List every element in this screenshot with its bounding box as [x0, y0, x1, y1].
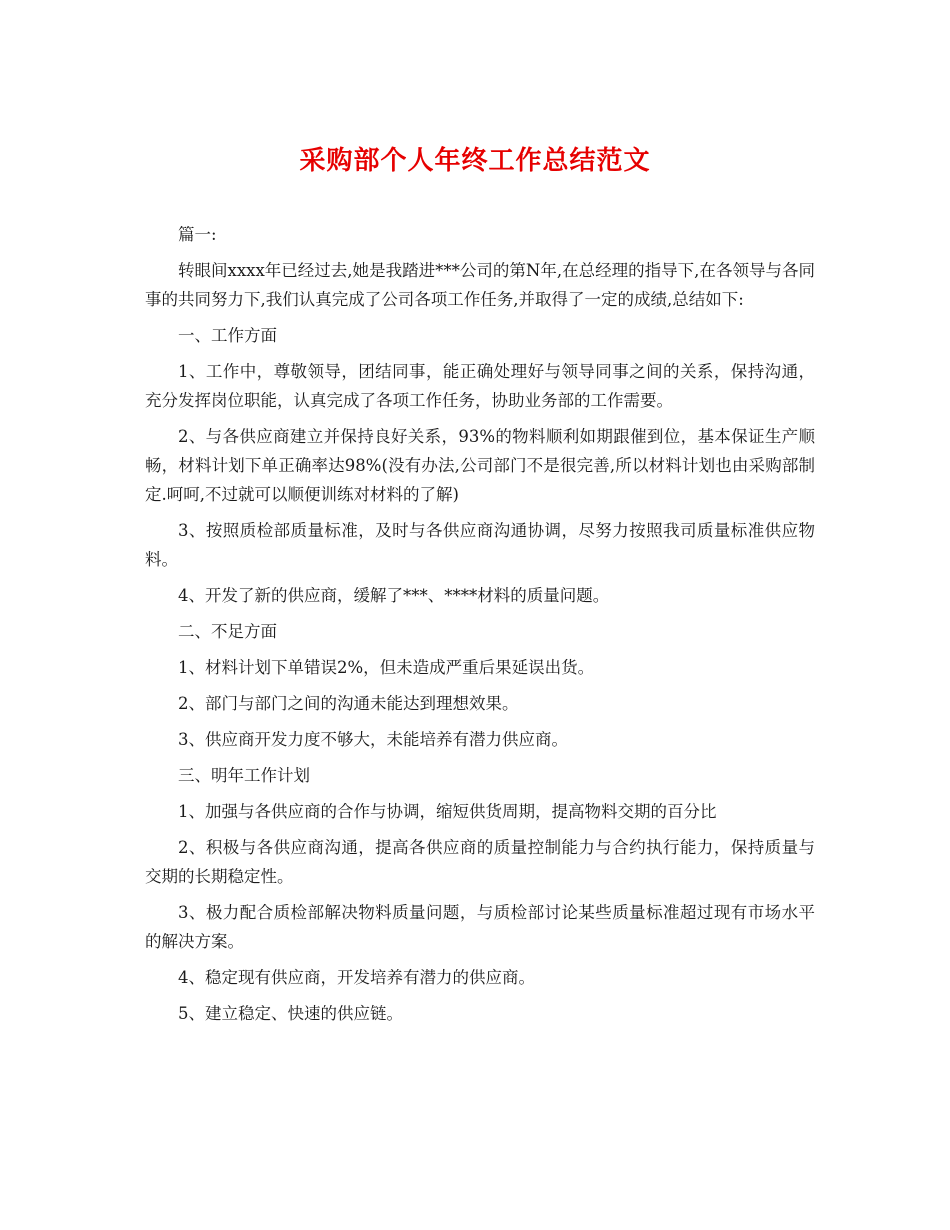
heading-work-aspects: 一、工作方面 [178, 326, 277, 345]
heading-next-year-plan: 三、明年工作计划 [178, 766, 310, 785]
paragraph-plan-2: 2、积极与各供应商沟通，提高各供应商的质量控制能力与合约执行能力，保持质量与交期的长期稳定性。 [145, 838, 815, 886]
paragraph-work-item-4: 4、开发了新的供应商，缓解了***、****材料的质量问题。 [178, 586, 610, 605]
paragraph-shortcoming-1: 1、材料计划下单错误2%，但未造成严重后果延误出货。 [178, 658, 595, 677]
paragraph-plan-5: 5、建立稳定、快速的供应链。 [178, 1004, 403, 1023]
paragraph-work-item-3: 3、按照质检部质量标准，及时与各供应商沟通协调，尽努力按照我司质量标准供应物料。 [145, 521, 815, 569]
paragraph-plan-3: 3、极力配合质检部解决物料质量问题，与质检部讨论某些质量标准超过现有市场水平的解决方案。 [145, 903, 815, 951]
paragraph-work-item-2: 2、与各供应商建立并保持良好关系，93%的物料顺利如期跟催到位，基本保证生产顺畅，材料计划下单正确率达98%(没有办法,公司部门不是很完善,所以材料计划也由采购部制定.呵呵,不过就可以顺便训练对材料的了解) [145, 427, 815, 504]
paragraph-shortcoming-2: 2、部门与部门之间的沟通未能达到理想效果。 [178, 694, 519, 713]
paragraph-work-item-1: 1、工作中，尊敬领导，团结同事，能正确处理好与领导同事之间的关系，保持沟通，充分发挥岗位职能，认真完成了各项工作任务，协助业务部的工作需要。 [145, 362, 815, 410]
paragraph-intro: 转眼间xxxx年已经过去,她是我踏进***公司的第N年,在总经理的指导下,在各领导与各同事的共同努力下,我们认真完成了公司各项工作任务,并取得了一定的成绩,总结如下: [145, 261, 815, 309]
heading-shortcomings: 二、不足方面 [178, 622, 277, 641]
paragraph-section-label: 篇一: [178, 225, 217, 244]
paragraph-plan-1: 1、加强与各供应商的合作与协调，缩短供货周期，提高物料交期的百分比 [178, 802, 717, 821]
paragraph-shortcoming-3: 3、供应商开发力度不够大，未能培养有潜力供应商。 [178, 730, 568, 749]
document-title: 采购部个人年终工作总结范文 [299, 146, 651, 176]
paragraph-plan-4: 4、稳定现有供应商，开发培养有潜力的供应商。 [178, 968, 535, 987]
document-body [145, 220, 815, 1035]
